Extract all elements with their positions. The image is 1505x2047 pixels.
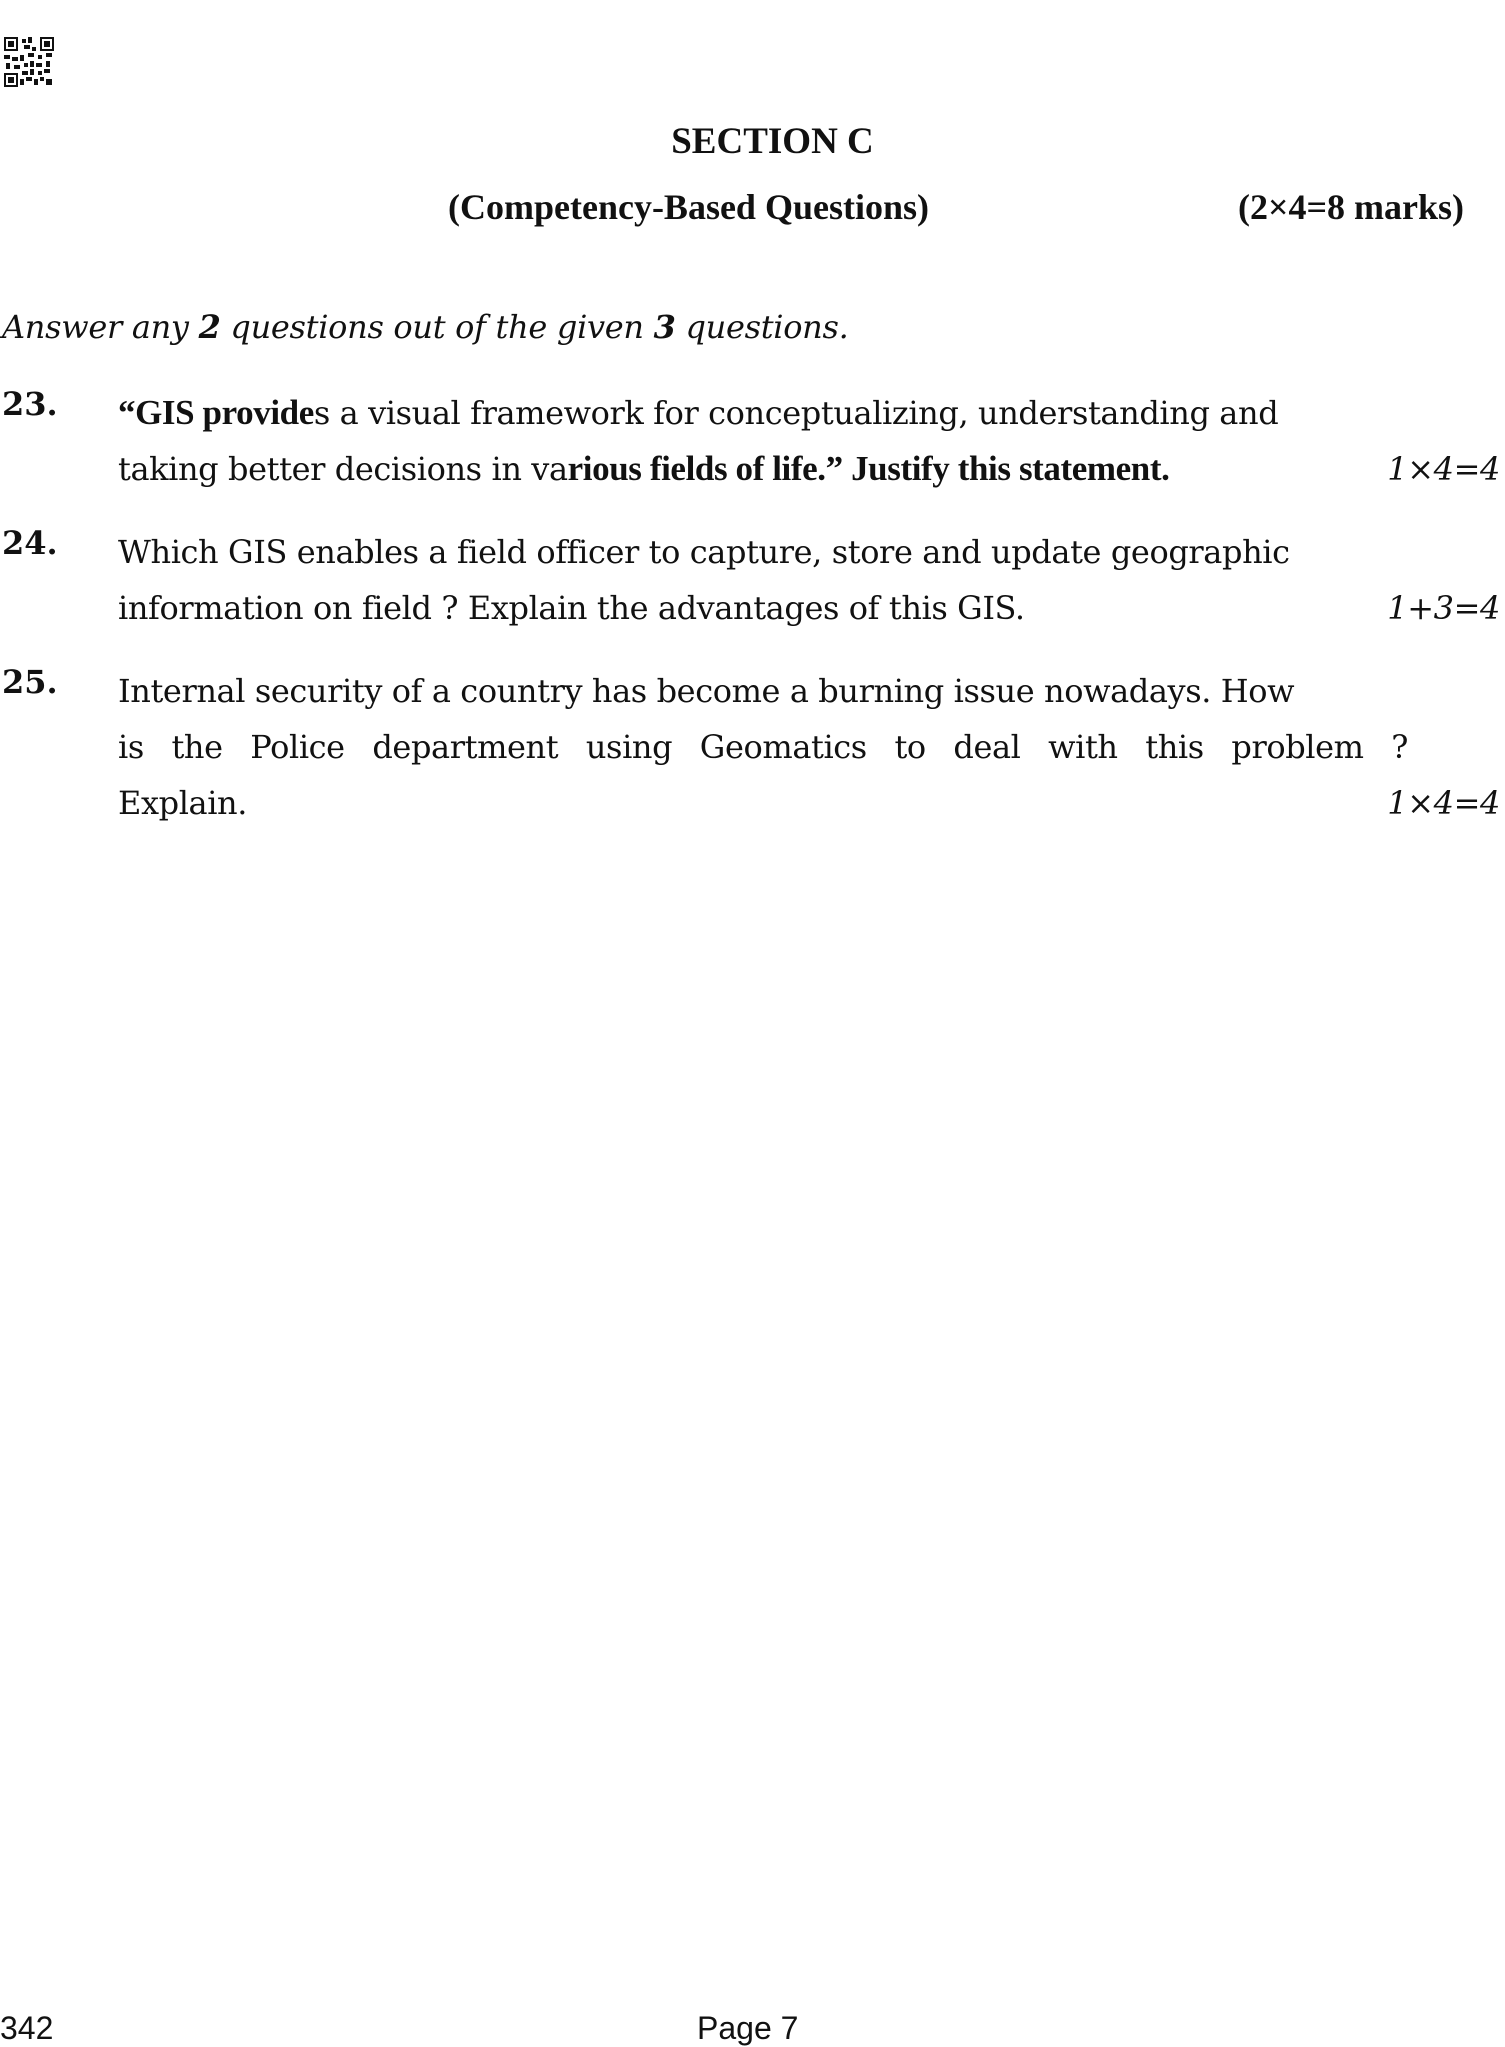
section-instruction: [2, 308, 848, 346]
question-line: [118, 775, 1500, 831]
question-number: 24.: [2, 524, 58, 562]
bold-text: “GIS provide: [118, 393, 314, 432]
question-line: [118, 580, 1500, 636]
instruction-text: questions out of the given: [220, 308, 654, 346]
question-marks: 1+3=4: [1387, 589, 1500, 627]
question-text: s a visual framework for conceptualizing, understanding and: [313, 394, 1279, 432]
question-body: [118, 663, 1500, 831]
question-text: Explain.: [118, 784, 248, 822]
question-line: [118, 441, 1500, 497]
section-title: SECTION C: [671, 121, 874, 162]
instruction-total-count: 3: [653, 308, 676, 346]
section-subtitle: (Competency-Based Questions): [448, 187, 929, 227]
paper-code: 342: [0, 2010, 54, 2046]
question-marks: 1×4=4: [1387, 450, 1500, 488]
question-text: taking better decisions in va: [118, 450, 568, 488]
question-number: 23.: [2, 385, 58, 423]
question-line: Internal security of a country has become a burning issue nowadays. How: [118, 672, 1295, 710]
question-body: [118, 524, 1500, 636]
page-number: Page 7: [697, 2010, 799, 2046]
question-marks: 1×4=4: [1387, 784, 1500, 822]
question-number: 25.: [2, 663, 58, 701]
question-line: [118, 385, 1500, 441]
question-line: Which GIS enables a field officer to capture, store and update geographic: [118, 533, 1290, 571]
instruction-text: questions.: [675, 308, 849, 346]
bold-text: rious fields of life.” Justify this statement.: [567, 449, 1170, 488]
question-body: [118, 385, 1500, 497]
question-text: information on field ? Explain the advantages of this GIS.: [118, 589, 1025, 627]
question-line: is the Police department using Geomatics to deal with this problem ?: [118, 728, 1408, 766]
instruction-text: Answer any: [2, 308, 199, 346]
section-marks: (2×4=8 marks): [1238, 187, 1465, 227]
instruction-answer-count: 2: [198, 308, 221, 346]
qr-code-icon: [4, 37, 54, 87]
